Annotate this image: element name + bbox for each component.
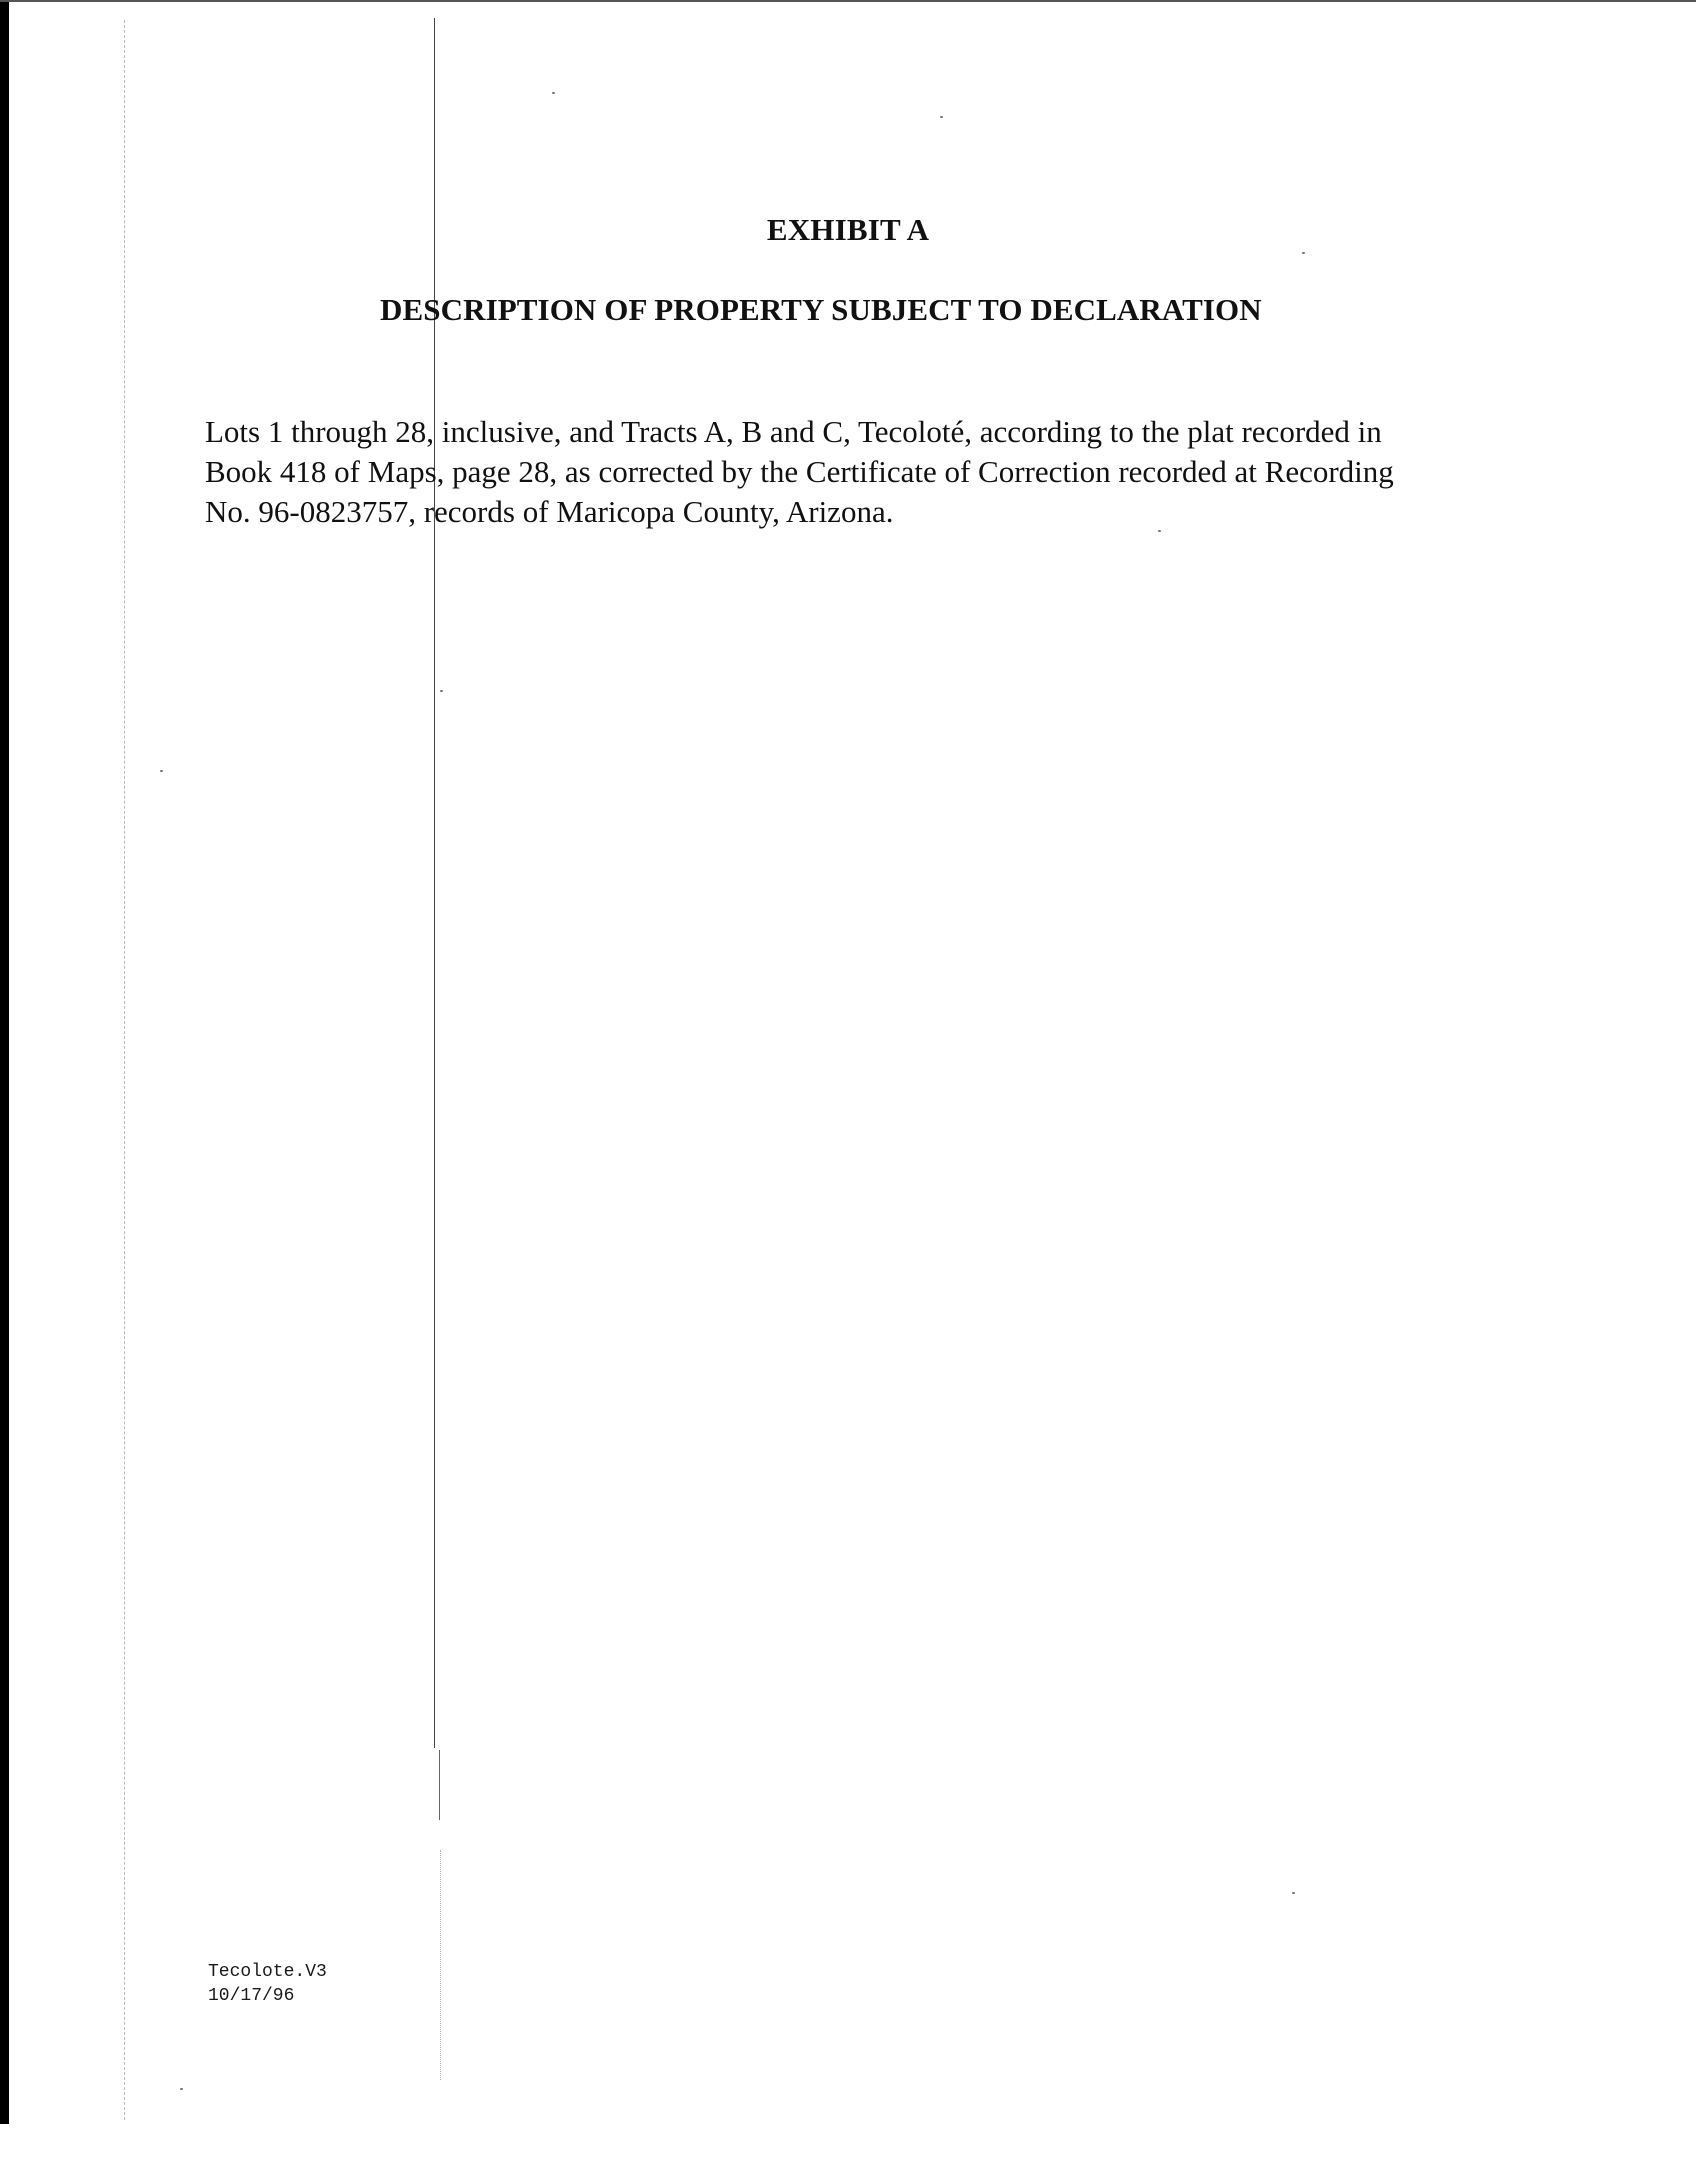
scan-vertical-line bbox=[434, 18, 435, 1748]
section-heading: DESCRIPTION OF PROPERTY SUBJECT TO DECLARATION bbox=[380, 292, 1262, 327]
scan-vertical-line-lower bbox=[439, 1750, 440, 1820]
scan-speck bbox=[1302, 252, 1305, 254]
scan-dotted-margin-line bbox=[124, 20, 125, 2120]
scan-speck bbox=[160, 770, 163, 772]
exhibit-title: EXHIBIT A bbox=[766, 212, 930, 247]
scan-speck bbox=[1292, 1892, 1295, 1894]
document-footer bbox=[208, 1960, 327, 2008]
scan-speck bbox=[440, 690, 443, 692]
scan-top-edge bbox=[0, 0, 1696, 2]
property-description-line: Lots 1 through 28, inclusive, and Tracts A, B and C, Tecoloté, according to the plat recorded in bbox=[205, 414, 1382, 449]
scan-left-edge bbox=[0, 0, 9, 2176]
scan-speck bbox=[940, 116, 943, 118]
property-description bbox=[205, 412, 1394, 532]
scan-speck bbox=[180, 2088, 183, 2090]
scan-bottom-margin bbox=[0, 2124, 1696, 2176]
footer-date: 10/17/96 bbox=[208, 1986, 295, 2006]
property-description-line: Book 418 of Maps, page 28, as corrected by the Certificate of Correction recorded at Recording bbox=[205, 454, 1394, 489]
property-description-line: No. 96-0823757, records of Maricopa County, Arizona. bbox=[205, 494, 894, 529]
footer-file-name: Tecolote.V3 bbox=[208, 1962, 327, 1982]
scan-dotted-line-lower bbox=[440, 1850, 441, 2080]
scan-speck bbox=[552, 92, 555, 94]
